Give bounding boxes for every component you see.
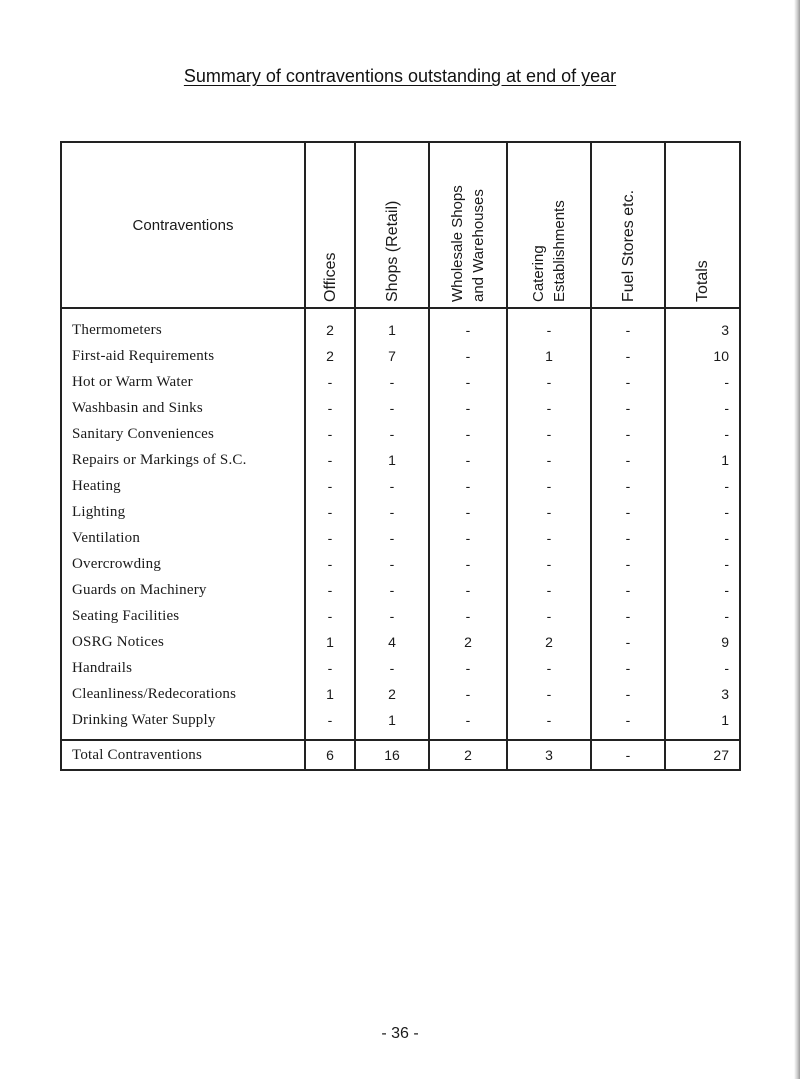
cell-wholesale: - bbox=[429, 655, 507, 681]
header-catering-line1: Catering bbox=[530, 245, 547, 302]
contraventions-table bbox=[60, 141, 741, 771]
cell-catering: - bbox=[507, 369, 591, 395]
cell-catering: - bbox=[507, 395, 591, 421]
header-row bbox=[61, 142, 740, 308]
page-title bbox=[0, 66, 800, 87]
cell-wholesale: - bbox=[429, 473, 507, 499]
row-label: Hot or Warm Water bbox=[61, 369, 305, 395]
table-row bbox=[61, 629, 740, 655]
cell-offices: - bbox=[305, 603, 355, 629]
table-row bbox=[61, 473, 740, 499]
table-row bbox=[61, 343, 740, 369]
page-number: - 36 - bbox=[381, 1025, 419, 1042]
cell-offices: - bbox=[305, 499, 355, 525]
cell-catering: - bbox=[507, 525, 591, 551]
cell-offices: 1 bbox=[305, 681, 355, 707]
cell-fuel: - bbox=[591, 308, 665, 343]
cell-offices: - bbox=[305, 447, 355, 473]
cell-totals: 1 bbox=[665, 707, 740, 733]
cell-catering: - bbox=[507, 308, 591, 343]
cell-wholesale: - bbox=[429, 395, 507, 421]
cell-wholesale: - bbox=[429, 551, 507, 577]
header-offices-label: Offices bbox=[321, 252, 339, 302]
cell-catering: - bbox=[507, 473, 591, 499]
cell-wholesale: 2 bbox=[429, 740, 507, 770]
cell-catering: 1 bbox=[507, 343, 591, 369]
cell-totals: - bbox=[665, 395, 740, 421]
cell-fuel: - bbox=[591, 473, 665, 499]
header-wholesale-label bbox=[447, 148, 489, 302]
header-totals bbox=[665, 142, 740, 308]
cell-catering: 3 bbox=[507, 740, 591, 770]
table-row bbox=[61, 655, 740, 681]
cell-fuel: - bbox=[591, 681, 665, 707]
cell-offices: - bbox=[305, 421, 355, 447]
cell-totals: - bbox=[665, 525, 740, 551]
row-label: Thermometers bbox=[61, 308, 305, 343]
cell-offices: - bbox=[305, 369, 355, 395]
spacer-cell bbox=[507, 733, 591, 740]
header-shops-label: Shops (Retail) bbox=[383, 200, 401, 302]
row-label: Total Contraventions bbox=[61, 740, 305, 770]
cell-catering: - bbox=[507, 681, 591, 707]
cell-shops: - bbox=[355, 369, 429, 395]
table-header bbox=[61, 142, 740, 308]
row-label: Seating Facilities bbox=[61, 603, 305, 629]
cell-catering: - bbox=[507, 577, 591, 603]
table-row bbox=[61, 603, 740, 629]
cell-totals: - bbox=[665, 473, 740, 499]
cell-catering: - bbox=[507, 447, 591, 473]
cell-wholesale: 2 bbox=[429, 629, 507, 655]
cell-totals: - bbox=[665, 499, 740, 525]
row-label: Washbasin and Sinks bbox=[61, 395, 305, 421]
cell-fuel: - bbox=[591, 499, 665, 525]
cell-shops: - bbox=[355, 525, 429, 551]
table-row bbox=[61, 447, 740, 473]
row-label: Drinking Water Supply bbox=[61, 707, 305, 733]
cell-shops: - bbox=[355, 577, 429, 603]
cell-offices: 2 bbox=[305, 343, 355, 369]
row-label: Repairs or Markings of S.C. bbox=[61, 447, 305, 473]
header-offices bbox=[305, 142, 355, 308]
cell-totals: - bbox=[665, 421, 740, 447]
spacer-cell bbox=[61, 733, 305, 740]
cell-catering: - bbox=[507, 551, 591, 577]
header-wholesale-line2: and Warehouses bbox=[470, 189, 487, 302]
header-contraventions bbox=[61, 142, 305, 308]
cell-fuel: - bbox=[591, 343, 665, 369]
cell-offices: 2 bbox=[305, 308, 355, 343]
cell-totals: 3 bbox=[665, 308, 740, 343]
spacer-cell bbox=[355, 733, 429, 740]
cell-shops: - bbox=[355, 421, 429, 447]
table-row bbox=[61, 499, 740, 525]
header-catering-label bbox=[528, 148, 570, 302]
table-row bbox=[61, 525, 740, 551]
cell-fuel: - bbox=[591, 707, 665, 733]
header-fuel bbox=[591, 142, 665, 308]
header-wholesale bbox=[429, 142, 507, 308]
header-totals-label: Totals bbox=[694, 260, 711, 302]
cell-fuel: - bbox=[591, 629, 665, 655]
cell-totals: 10 bbox=[665, 343, 740, 369]
cell-shops: 2 bbox=[355, 681, 429, 707]
header-shops bbox=[355, 142, 429, 308]
spacer-cell bbox=[305, 733, 355, 740]
cell-shops: 16 bbox=[355, 740, 429, 770]
cell-fuel: - bbox=[591, 395, 665, 421]
cell-catering: - bbox=[507, 603, 591, 629]
page-edge-shadow bbox=[794, 0, 800, 1079]
table-row bbox=[61, 551, 740, 577]
cell-wholesale: - bbox=[429, 577, 507, 603]
cell-catering: - bbox=[507, 499, 591, 525]
row-label: Guards on Machinery bbox=[61, 577, 305, 603]
cell-shops: - bbox=[355, 499, 429, 525]
spacer-cell bbox=[591, 733, 665, 740]
table-row bbox=[61, 707, 740, 733]
cell-fuel: - bbox=[591, 551, 665, 577]
table-row bbox=[61, 395, 740, 421]
cell-shops: - bbox=[355, 473, 429, 499]
cell-offices: - bbox=[305, 525, 355, 551]
cell-totals: - bbox=[665, 369, 740, 395]
cell-shops: 1 bbox=[355, 447, 429, 473]
cell-offices: - bbox=[305, 707, 355, 733]
cell-offices: - bbox=[305, 395, 355, 421]
cell-wholesale: - bbox=[429, 499, 507, 525]
cell-totals: - bbox=[665, 655, 740, 681]
header-catering bbox=[507, 142, 591, 308]
cell-offices: - bbox=[305, 655, 355, 681]
total-row bbox=[61, 740, 740, 770]
cell-totals: 27 bbox=[665, 740, 740, 770]
row-label: Overcrowding bbox=[61, 551, 305, 577]
cell-offices: 1 bbox=[305, 629, 355, 655]
cell-totals: - bbox=[665, 603, 740, 629]
header-fuel-label: Fuel Stores etc. bbox=[619, 189, 637, 302]
cell-shops: - bbox=[355, 551, 429, 577]
cell-shops: 7 bbox=[355, 343, 429, 369]
cell-shops: - bbox=[355, 603, 429, 629]
table-row bbox=[61, 681, 740, 707]
row-label: First-aid Requirements bbox=[61, 343, 305, 369]
table-row bbox=[61, 421, 740, 447]
cell-fuel: - bbox=[591, 740, 665, 770]
cell-wholesale: - bbox=[429, 681, 507, 707]
row-label: Ventilation bbox=[61, 525, 305, 551]
header-catering-line2: Establishments bbox=[551, 200, 568, 302]
cell-totals: 1 bbox=[665, 447, 740, 473]
cell-offices: - bbox=[305, 577, 355, 603]
cell-wholesale: - bbox=[429, 369, 507, 395]
cell-totals: - bbox=[665, 551, 740, 577]
cell-wholesale: - bbox=[429, 707, 507, 733]
cell-fuel: - bbox=[591, 603, 665, 629]
cell-fuel: - bbox=[591, 447, 665, 473]
spacer-cell bbox=[429, 733, 507, 740]
cell-wholesale: - bbox=[429, 525, 507, 551]
title-text: Summary of contraventions outstanding at end of year bbox=[183, 66, 617, 86]
header-wholesale-line1: Wholesale Shops bbox=[449, 185, 466, 302]
cell-catering: - bbox=[507, 655, 591, 681]
spacer-cell bbox=[665, 733, 740, 740]
cell-wholesale: - bbox=[429, 343, 507, 369]
cell-catering: - bbox=[507, 421, 591, 447]
cell-wholesale: - bbox=[429, 447, 507, 473]
cell-catering: - bbox=[507, 707, 591, 733]
row-label: Cleanliness/Redecorations bbox=[61, 681, 305, 707]
cell-fuel: - bbox=[591, 369, 665, 395]
cell-fuel: - bbox=[591, 577, 665, 603]
cell-wholesale: - bbox=[429, 603, 507, 629]
cell-catering: 2 bbox=[507, 629, 591, 655]
row-label: Handrails bbox=[61, 655, 305, 681]
cell-offices: 6 bbox=[305, 740, 355, 770]
table-row bbox=[61, 577, 740, 603]
cell-shops: - bbox=[355, 655, 429, 681]
row-label: Heating bbox=[61, 473, 305, 499]
cell-totals: - bbox=[665, 577, 740, 603]
cell-shops: 1 bbox=[355, 308, 429, 343]
cell-fuel: - bbox=[591, 525, 665, 551]
cell-offices: - bbox=[305, 473, 355, 499]
table-body bbox=[61, 308, 740, 770]
cell-wholesale: - bbox=[429, 308, 507, 343]
cell-totals: 9 bbox=[665, 629, 740, 655]
header-contraventions-label: Contraventions bbox=[132, 216, 234, 234]
row-label: Lighting bbox=[61, 499, 305, 525]
cell-wholesale: - bbox=[429, 421, 507, 447]
table-spacer-row bbox=[61, 733, 740, 740]
cell-totals: 3 bbox=[665, 681, 740, 707]
cell-offices: - bbox=[305, 551, 355, 577]
row-label: Sanitary Conveniences bbox=[61, 421, 305, 447]
cell-fuel: - bbox=[591, 655, 665, 681]
cell-shops: - bbox=[355, 395, 429, 421]
cell-shops: 4 bbox=[355, 629, 429, 655]
cell-shops: 1 bbox=[355, 707, 429, 733]
row-label: OSRG Notices bbox=[61, 629, 305, 655]
table-row bbox=[61, 369, 740, 395]
table-row bbox=[61, 308, 740, 343]
cell-fuel: - bbox=[591, 421, 665, 447]
